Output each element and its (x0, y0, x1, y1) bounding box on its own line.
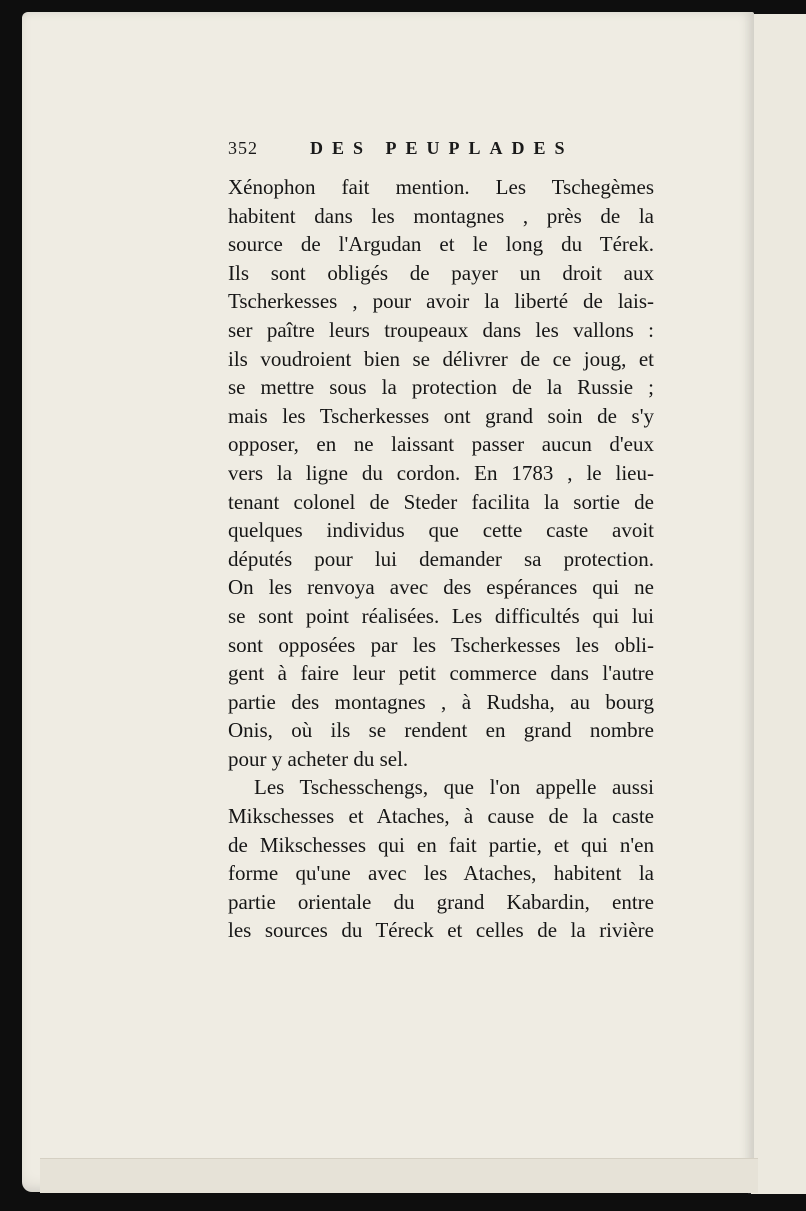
text-line: gent à faire leur petit commerce dans l'autre (228, 661, 654, 686)
text-line: pour y acheter du sel. (228, 746, 409, 771)
text-line: Xénophon fait mention. Les Tschegèmes (228, 175, 654, 199)
text-line: vers la ligne du cordon. En 1783 , le lieu- (228, 460, 654, 485)
text-line: opposer, en ne laissant passer aucun d'eux (228, 432, 654, 457)
page-bottom-edge (40, 1158, 758, 1193)
running-header (228, 138, 658, 168)
text-line: forme qu'une avec les Ataches, habitent la (228, 861, 654, 886)
text-line: sont opposées par les Tscherkesses les obli- (228, 632, 654, 657)
text-line: mais les Tscherkesses ont grand soin de s'y (228, 403, 654, 428)
facing-page-edge (748, 14, 806, 1194)
body-text (228, 173, 654, 945)
text-line: partie orientale du grand Kabardin, entre (228, 889, 654, 914)
text-line: tenant colonel de Steder facilita la sortie de (228, 489, 654, 514)
text-line: On les renvoya avec des espérances qui ne (228, 575, 654, 600)
running-title: DES PEUPLADES (310, 138, 574, 158)
text-line: Ils sont obligés de payer un droit aux (228, 260, 654, 285)
text-line: habitent dans les montagnes , près de la (228, 203, 654, 228)
text-line: se sont point réalisées. Les difficultés qui lui (228, 603, 654, 628)
text-line: Les Tschesschengs, que l'on appelle aussi (254, 775, 654, 800)
text-line: source de l'Argudan et le long du Térek. (228, 232, 654, 257)
text-line: Tscherkesses , pour avoir la liberté de lais- (228, 289, 654, 314)
text-line: Onis, où ils se rendent en grand nombre (228, 718, 654, 743)
text-line: ils voudroient bien se délivrer de ce joug, et (228, 346, 654, 371)
text-line: de Mikschesses qui en fait partie, et qui n'en (228, 832, 654, 857)
text-line: quelques individus que cette caste avoit (228, 518, 654, 543)
text-line: les sources du Téreck et celles de la rivière (228, 918, 654, 943)
text-line: se mettre sous la protection de la Russie ; (228, 375, 654, 400)
text-line: députés pour lui demander sa protection. (228, 546, 654, 571)
text-line: partie des montagnes , à Rudsha, au bourg (228, 689, 654, 714)
text-line: ser paître leurs troupeaux dans les vallons : (228, 317, 654, 342)
text-line: Mikschesses et Ataches, à cause de la caste (228, 804, 654, 829)
page-number: 352 (228, 138, 258, 158)
